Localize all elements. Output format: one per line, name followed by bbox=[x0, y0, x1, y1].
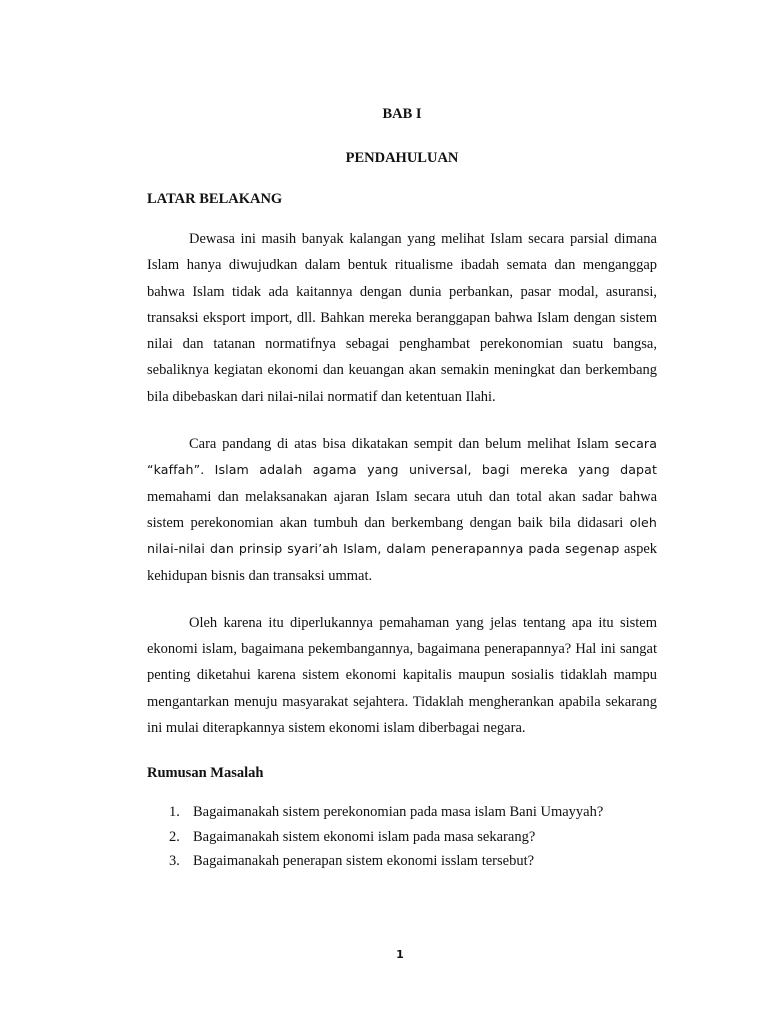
paragraph-2 bbox=[147, 431, 657, 589]
paragraph-2-line-2: secara “kaffah”. Islam adalah agama yang universal, bagi mereka yang dapat bbox=[147, 436, 658, 478]
subsection-heading: Rumusan Masalah bbox=[147, 765, 264, 782]
paragraph-2-line-3: memahami dan melaksanakan ajaran Islam secara utuh dan total akan sadar bahwa sistem perekonomian akan tumbuh dan berkembang dengan baik bila didasari bbox=[147, 488, 657, 531]
paragraph-2-line-1: Cara pandang di atas bisa dikatakan sempit dan belum melihat Islam bbox=[189, 436, 609, 453]
page-number: 1 bbox=[396, 948, 404, 961]
list-item-text: Bagaimanakah sistem ekonomi islam pada masa sekarang? bbox=[193, 828, 536, 845]
list-item-number: 3. bbox=[169, 853, 180, 870]
paragraph-2-line-4: oleh nilai-nilai dan prinsip syari’ah Islam, dalam penerapannya pada segenap bbox=[147, 514, 657, 557]
list-item-text: Bagaimanakah sistem perekonomian pada masa islam Bani Umayyah? bbox=[193, 804, 604, 821]
paragraph-3: Oleh karena itu diperlukannya pemahaman yang jelas tentang apa itu sistem ekonomi islam, bagaimana pekembangannya, bagaimana penerapannya? Hal ini sangat penting diketahui karena sistem ekonomi kapitalis maupun sosialis tidaklah mampu mengantarkan menuju masyarakat sejahtera. Tidaklah mengherankan apabila sekarang ini mulai diterapkannya sistem ekonomi islam diberbagai negara. bbox=[147, 614, 657, 737]
list-item-text: Bagaimanakah penerapan sistem ekonomi isslam tersebut? bbox=[193, 853, 535, 870]
list-item bbox=[147, 825, 657, 850]
page-content bbox=[147, 104, 657, 874]
paragraph-2-line-5: aspek kehidupan bisnis dan transaksi ummat. bbox=[147, 541, 657, 584]
list-item-number: 2. bbox=[169, 828, 180, 845]
list-item-number: 1. bbox=[169, 804, 180, 821]
section-heading: LATAR BELAKANG bbox=[147, 191, 283, 207]
problem-list bbox=[147, 800, 657, 874]
paragraph-1: Dewasa ini masih banyak kalangan yang melihat Islam secara parsial dimana Islam hanya diwujudkan dalam bentuk ritualisme ibadah semata dan menganggap bahwa Islam tidak ada kaitannya dengan dunia perbankan, pasar modal, asuransi, transaksi eksport import, dll. Bahkan mereka beranggapan bahwa Islam dengan sistem nilai dan tatanan normatifnya sebagai penghambat perekonomian suatu bangsa, sebaliknya kegiatan ekonomi dan keuangan akan semakin meningkat dan berkembang bila dibebaskan dari nilai-nilai normatif dan ketentuan Ilahi. bbox=[147, 231, 657, 405]
chapter-title: PENDAHULUAN bbox=[345, 150, 459, 166]
list-item bbox=[147, 800, 657, 825]
list-item bbox=[147, 849, 657, 874]
chapter-number: BAB I bbox=[382, 106, 422, 122]
